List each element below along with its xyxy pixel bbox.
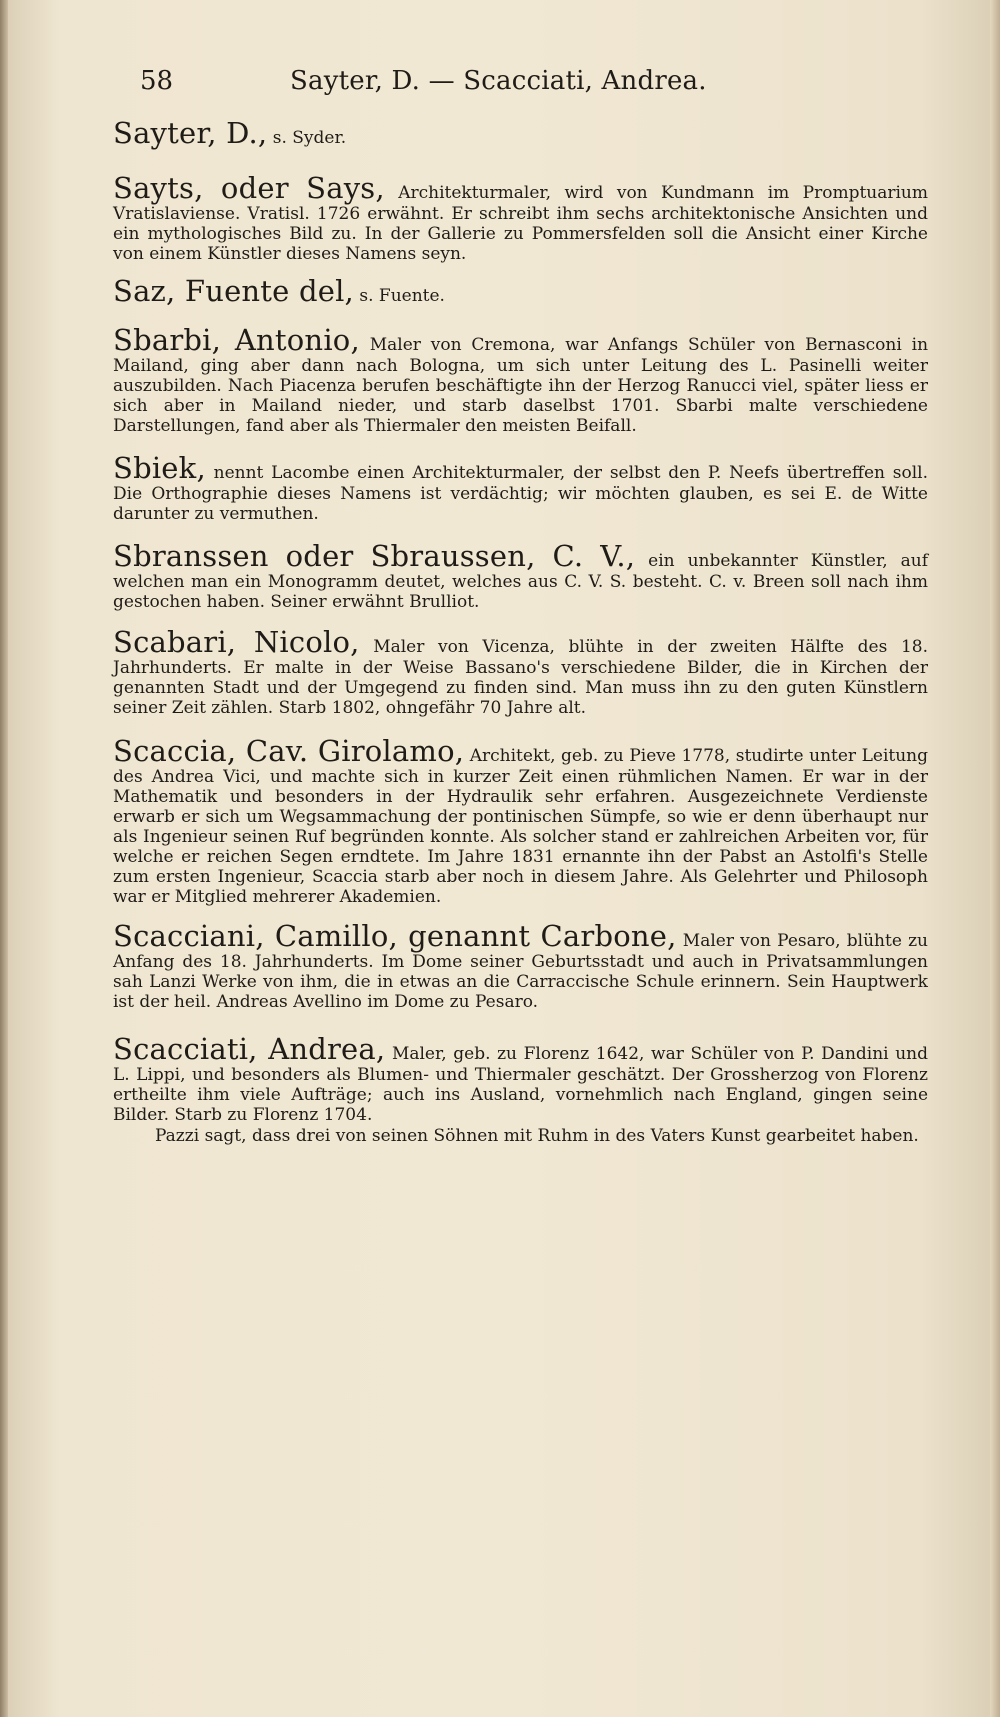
entry-name: Sbranssen oder Sbraussen, C. V., bbox=[113, 539, 636, 573]
entry-continuation: Pazzi sagt, dass drei von seinen Söhnen mit Ruhm in des Vaters Kunst gearbeitet haben. bbox=[155, 1126, 919, 1146]
page-gutter-shadow bbox=[0, 0, 8, 1717]
page-edge-shadow bbox=[990, 0, 1000, 1717]
entry-text: Architekt, geb. zu Pieve 1778, studirte unter Leitung des Andrea Vici, und machte sich in kurzer Zeit einen rühmlichen Namen. Er war in der Mathematik und besonders in der Hydraulik sehr erfahren. Ausgezeichnete Verdienste erwarb er sich um Wegsammachung der pontinischen Sümpfe, so wie er denn überhaupt nur als Ingenieur seinen Ruf begründen konnte. Als solcher stand er zahlreichen Arbeiten vor, für welche er reichen Segen erndtete. Im Jahre 1831 ernannte ihn der Pabst an Astolfi's Stelle zum ersten Ingenieur, Scaccia starb aber noch in diesem Jahre. Als Gelehrter und Philosoph war er Mitglied mehrerer Akademien. bbox=[113, 746, 929, 907]
entry-name: Scacciani, Camillo, genannt Carbone, bbox=[113, 919, 677, 953]
running-header bbox=[140, 66, 760, 100]
entry-saz bbox=[113, 276, 928, 307]
entry-name: Scabari, Nicolo, bbox=[113, 625, 360, 659]
entry-name: Sbarbi, Antonio, bbox=[113, 323, 360, 357]
entry-scaccia bbox=[113, 736, 928, 907]
entry-sbranssen bbox=[113, 541, 928, 612]
entry-text: Maler von Cremona, war Anfangs Schüler von Bernasconi in Mailand, ging aber dann nach Bologna, um sich unter Leitung des L. Pasinelli weiter auszubilden. Nach Piacenza berufen beschäftigte ihn der Herzog Ranucci viel, später liess er sich aber in Mailand nieder, und starb daselbst 1701. Sbarbi malte verschiedene Darstellungen, fand aber als Thiermaler den meisten Beifall. bbox=[113, 335, 929, 436]
entry-text: s. Fuente. bbox=[359, 286, 445, 306]
entry-text: Maler, geb. zu Florenz 1642, war Schüler von P. Dandini und L. Lippi, und besonders als Blumen- und Thiermaler geschätzt. Der Grossherzog von Florenz ertheilte ihm viele Aufträge; auch ins Ausland, vornehmlich nach England, gingen seine Bilder. Starb zu Florenz 1704. bbox=[113, 1044, 928, 1125]
page-number: 58 bbox=[140, 66, 174, 96]
entry-sayts bbox=[113, 173, 928, 264]
entry-name: Sayts, oder Says, bbox=[113, 171, 385, 205]
entry-text: nennt Lacombe einen Architekturmaler, der selbst den P. Neefs übertreffen soll. Die Orthographie dieses Namens ist verdächtig; wir möchten glauben, es sei E. de Witte darunter zu vermuthen. bbox=[113, 463, 928, 524]
entry-name: Scaccia, Cav. Girolamo, bbox=[113, 734, 465, 768]
running-title: Sayter, D. — Scacciati, Andrea. bbox=[290, 66, 707, 96]
entry-text: Maler von Pesaro, blühte zu Anfang des 18. Jahrhunderts. Im Dome seiner Geburtsstadt und auch in Privatsammlungen sah Lanzi Werke von ihm, die in etwas an die Carraccische Schule erinnern. Sein Hauptwerk ist der heil. Andreas Avellino im Dome zu Pesaro. bbox=[113, 931, 929, 1012]
entry-sbarbi bbox=[113, 325, 928, 436]
entry-name: Saz, Fuente del, bbox=[113, 274, 354, 308]
entry-text: Maler von Vicenza, blühte in der zweiten Hälfte des 18. Jahrhunderts. Er malte in der Weise Bassano's verschiedene Bilder, die in Kirchen der genannten Stadt und der Umgegend zu finden sind. Man muss ihn zu den guten Künstlern seiner Zeit zählen. Starb 1802, ohngefähr 70 Jahre alt. bbox=[113, 637, 928, 718]
dictionary-entries bbox=[113, 118, 928, 1146]
entry-text: ein unbekannter Künstler, auf welchen man ein Monogramm deutet, welches aus C. V. S. besteht. C. v. Breen soll nach ihm gestochen haben. Seiner erwähnt Brulliot. bbox=[113, 551, 928, 612]
entry-scabari bbox=[113, 627, 928, 718]
entry-name: Sayter, D., bbox=[113, 116, 268, 150]
entry-sayter bbox=[113, 118, 928, 149]
entry-sbiek bbox=[113, 453, 928, 524]
entry-text: s. Syder. bbox=[272, 128, 347, 148]
entry-name: Scacciati, Andrea, bbox=[113, 1032, 386, 1066]
entry-text: Architekturmaler, wird von Kundmann im Promptuarium Vratislaviense. Vratisl. 1726 erwähnt. Er schreibt ihm sechs architektonische Ansichten und ein mythologisches Bild zu. In der Gallerie zu Pommersfelden soll die Ansicht einer Kirche von einem Künstler dieses Namens seyn. bbox=[113, 183, 928, 264]
entry-scacciani bbox=[113, 921, 928, 1012]
entry-scacciati bbox=[113, 1034, 928, 1146]
entry-name: Sbiek, bbox=[113, 451, 206, 485]
